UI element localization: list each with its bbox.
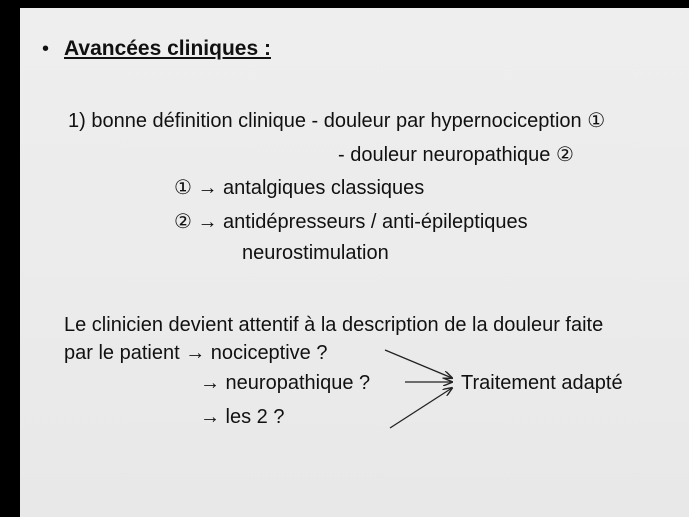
treatment-line-2: ② → antidépresseurs / anti-épileptiques (174, 211, 528, 233)
result-label: Traitement adapté (461, 372, 623, 394)
arrow-from-nociceptive (385, 350, 452, 378)
clinician-line: Le clinicien devient attentif à la description de la douleur faite (64, 314, 604, 336)
treatment-line-1: ① → antalgiques classiques (174, 177, 425, 199)
presentation-slide (20, 8, 689, 517)
neuropathic-line: - douleur neuropathique ② (338, 144, 574, 166)
bullet-point: • (42, 38, 50, 60)
definition-line: 1) bonne définition clinique - douleur par hypernociception ① (68, 110, 606, 132)
neuropathic-option: → neuropathique ? (200, 372, 371, 394)
treatment-line-3: neurostimulation (242, 242, 389, 264)
arrow-from-les-2 (390, 388, 452, 428)
both-option: → les 2 ? (200, 406, 285, 428)
converging-arrows (20, 8, 689, 517)
slide-heading: Avancées cliniques : (64, 37, 271, 60)
patient-line: par le patient → nociceptive ? (64, 342, 328, 364)
